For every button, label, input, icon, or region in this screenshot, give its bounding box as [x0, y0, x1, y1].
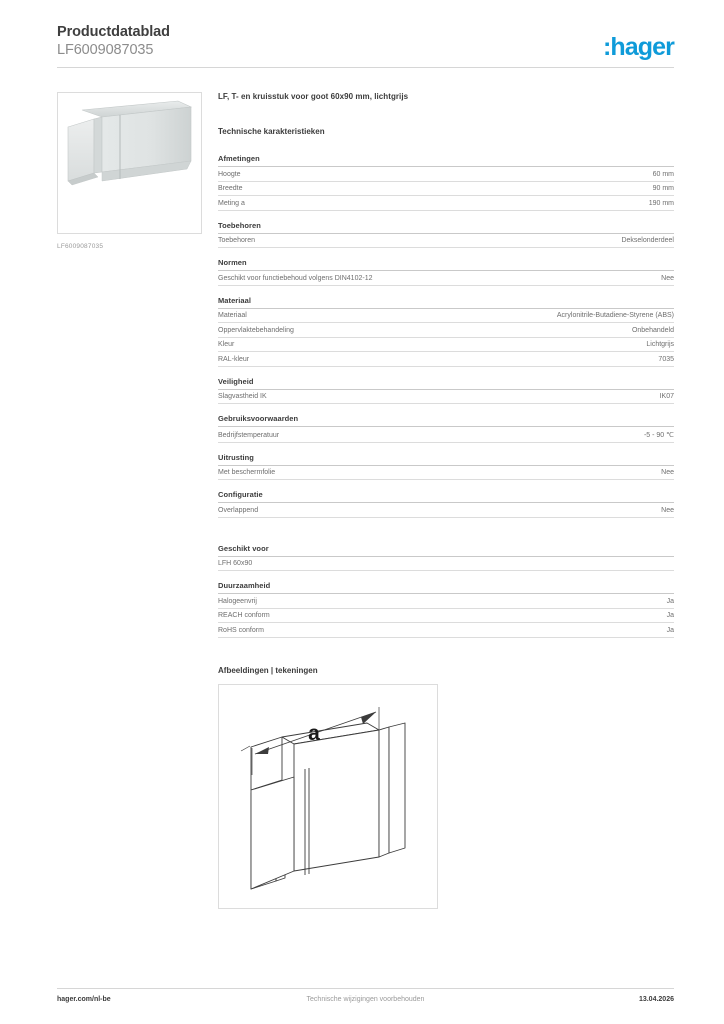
spec-label: REACH conform [218, 612, 270, 619]
page-footer [57, 996, 674, 1012]
spec-row [218, 182, 674, 197]
technical-section-title: Technische karakteristieken [218, 127, 325, 136]
spec-label: Meting a [218, 199, 245, 207]
spec-row [218, 594, 674, 609]
spec-row [218, 427, 674, 443]
drawings-title: Afbeeldingen | tekeningen [218, 665, 318, 675]
spec-value: Dekselonderdeel [621, 237, 674, 244]
spec-label: Oppervlaktebehandeling [218, 326, 294, 334]
footer-website[interactable]: hager.com/nl-be [57, 996, 111, 1003]
spec-group [218, 221, 674, 249]
spec-tables [218, 154, 674, 638]
footer-date: 13.04.2026 [638, 996, 674, 1003]
spec-label: Geschikt voor functiebehoud volgens DIN4102-12 [218, 274, 373, 282]
spec-label: Materiaal [218, 312, 247, 319]
product-reference: LF6009087035 [57, 42, 154, 58]
spec-row [218, 309, 674, 324]
spec-group-title: Materiaal [218, 296, 674, 309]
spec-group-title: Toebehoren [218, 221, 674, 234]
spec-group [218, 154, 674, 211]
header-divider [57, 67, 674, 68]
spec-label: Breedte [218, 185, 243, 192]
spec-group-title: Afmetingen [218, 154, 674, 167]
spec-value: -5 - 90 ℃ [643, 431, 674, 439]
spec-label: LFH 60x90 [218, 560, 253, 567]
spec-label: Kleur [218, 341, 235, 348]
spec-value: Ja [666, 626, 674, 634]
spec-group [218, 414, 674, 443]
spec-row [218, 323, 674, 338]
spec-group [218, 258, 674, 286]
spec-value: Onbehandeld [631, 326, 674, 334]
spec-value: 190 mm [648, 199, 674, 207]
spec-value: 90 mm [652, 185, 674, 192]
spec-label: Hoogte [218, 170, 241, 178]
spec-row [218, 234, 674, 249]
footer-divider [57, 988, 674, 989]
hager-logo: :hager [602, 33, 674, 61]
product-name: LF, T- en kruisstuk voor goot 60x90 mm, lichtgrijs [218, 92, 409, 101]
spec-group-title: Uitrusting [218, 453, 674, 466]
spec-label: Met beschermfolie [218, 469, 276, 476]
spec-row [218, 271, 674, 286]
spec-value: Nee [661, 469, 674, 476]
spec-group-title: Geschikt voor [218, 544, 674, 557]
spec-value: 60 mm [652, 170, 674, 178]
spec-value: 7035 [658, 355, 674, 363]
spec-value: Ja [666, 597, 674, 605]
spec-group [218, 544, 674, 572]
spec-value: Acrylonitrile-Butadiene-Styrene (ABS) [556, 312, 674, 319]
spec-group [218, 453, 674, 481]
main-content [218, 92, 674, 909]
spec-group [218, 581, 674, 638]
spec-label: Slagvastheid IK [218, 393, 267, 400]
spec-group-title: Duurzaamheid [218, 581, 674, 594]
spec-group-title: Gebruiksvoorwaarden [218, 414, 674, 427]
spec-row [218, 503, 674, 518]
spec-label: Toebehoren [218, 237, 255, 244]
spec-group-title: Veiligheid [218, 377, 674, 390]
spec-row [218, 338, 674, 353]
spec-row [218, 390, 674, 405]
spec-value: Nee [661, 274, 674, 282]
spec-row [218, 352, 674, 367]
footer-disclaimer: Technische wijzigingen voorbehouden [306, 996, 425, 1003]
spec-row [218, 557, 674, 572]
page-header [57, 24, 674, 68]
spec-label: Bedrijfstemperatuur [218, 431, 280, 439]
spec-group-title: Normen [218, 258, 674, 271]
page-title: Productdatablad [57, 24, 170, 40]
spec-value: Ja [666, 612, 674, 619]
spec-label: Halogeenvrij [218, 597, 257, 605]
spec-group [218, 490, 674, 518]
spec-value: Nee [661, 506, 674, 514]
dimension-label-a: a [308, 721, 320, 745]
technical-drawing [218, 684, 438, 909]
spec-row [218, 196, 674, 211]
spec-group-title: Configuratie [218, 490, 674, 503]
spec-label: RoHS conform [218, 626, 264, 634]
product-photo-caption: LF6009087035 [57, 243, 104, 250]
product-photo-graphic [58, 93, 201, 233]
spec-value: Lichtgrijs [646, 341, 674, 348]
product-photo [57, 92, 202, 234]
spec-value: IK07 [659, 393, 674, 400]
spec-row [218, 167, 674, 182]
spec-row [218, 623, 674, 638]
spec-group [218, 377, 674, 405]
spec-group [218, 296, 674, 367]
spec-label: RAL-kleur [218, 355, 250, 363]
technical-drawing-graphic [219, 685, 437, 908]
spec-row [218, 466, 674, 481]
spec-label: Overlappend [218, 506, 259, 514]
spec-row [218, 609, 674, 624]
